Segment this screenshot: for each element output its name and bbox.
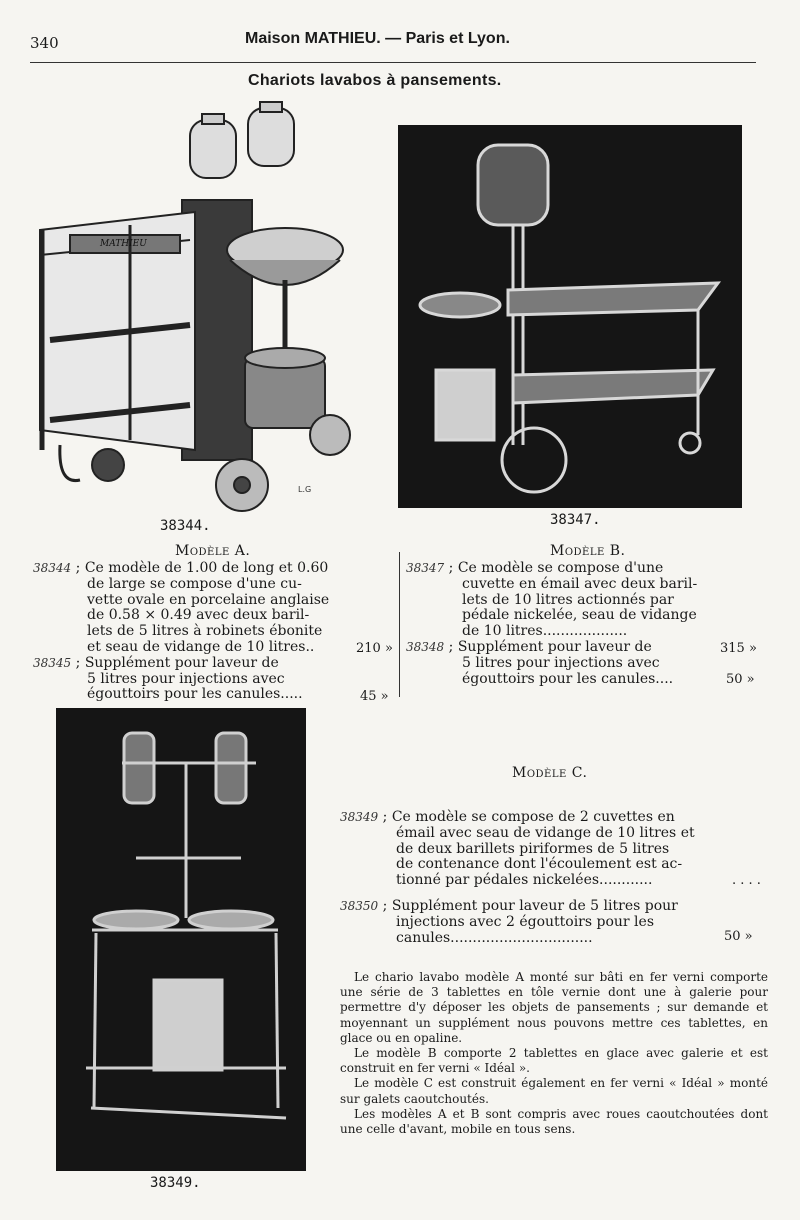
column-divider bbox=[399, 552, 400, 697]
figure-c-stand-drawing bbox=[56, 708, 306, 1171]
entry-line: 5 litres pour injections avec bbox=[87, 670, 285, 687]
notes-block bbox=[340, 970, 768, 1137]
price-38350: 50 » bbox=[724, 929, 753, 944]
entry-line: injections avec 2 égouttoirs pour les bbox=[396, 913, 655, 930]
price-38348: 50 » bbox=[726, 672, 755, 687]
entry-line: Supplément pour laveur de bbox=[457, 638, 652, 655]
entry-line: Ce modèle se compose d'une bbox=[457, 560, 664, 576]
entry-line: de large se compose d'une cu- bbox=[87, 575, 302, 592]
price-38344: 210 » bbox=[356, 641, 393, 656]
entry-line: de deux barillets piriformes de 5 litres bbox=[396, 840, 670, 857]
ref-number: 38345 bbox=[33, 655, 72, 670]
entry-line: lets de 10 litres actionnés par bbox=[462, 591, 674, 608]
entry-line: Supplément pour laveur de bbox=[84, 654, 279, 671]
page-number: 340 bbox=[30, 34, 59, 52]
entry-line: Supplément pour laveur de 5 litres pour bbox=[391, 897, 678, 914]
model-b-entries: 38347 ; Ce modèle se compose d'une cuvette en émail avec deux baril- lets de 10 litres actionnés par pédale nickelée, seau de vidange de 10 litres................... 38348 ; Supplément pour laveur de 5 litres pour injections avec égouttoirs pour les canules.... bbox=[406, 561, 716, 687]
entry-line: tionné par pédales nickelées............ bbox=[396, 872, 653, 889]
entry-line: de 0.58 × 0.49 avec deux baril- bbox=[87, 607, 310, 624]
model-b-heading: Modèle B. bbox=[550, 543, 626, 559]
model-a-entry-38344: 38344 ; Ce modèle de 1.00 de long et 0.60 de large se compose d'une cu- vette ovale en porcelaine anglaise de 0.58 × 0.49 avec deux baril- lets de 5 litres à robinets ébonite et seau de vidange de 10 litres.. 38345 ; Supplément pour laveur de 5 litres pour injections avec égouttoirs pour les canules..... bbox=[33, 561, 343, 703]
entry-line: 5 litres pour injections avec bbox=[462, 654, 660, 671]
price-38349: . . . . bbox=[732, 873, 761, 888]
ref-number: 38350 bbox=[340, 898, 379, 913]
entry-line: de contenance dont l'écoulement est ac- bbox=[396, 856, 683, 873]
note-paragraph: Le modèle B comporte 2 tablettes en glace avec galerie et est construit en fer verni « Idéal ». bbox=[340, 1046, 768, 1076]
ref-number: 38349 bbox=[340, 810, 379, 824]
ref-number: 38347 bbox=[406, 561, 445, 575]
entry-line: Ce modèle se compose de 2 cuvettes en bbox=[391, 809, 675, 825]
note-paragraph: Le modèle C est construit également en fer verni « Idéal » monté sur galets caoutchoutés. bbox=[340, 1076, 768, 1106]
entry-line: Ce modèle de 1.00 de long et 0.60 bbox=[84, 560, 329, 576]
entry-line: vette ovale en porcelaine anglaise bbox=[87, 591, 330, 608]
figure-b-photo bbox=[398, 125, 742, 508]
entry-line: canules................................ bbox=[396, 929, 593, 946]
running-head: Maison MATHIEU. — Paris et Lyon. bbox=[245, 30, 510, 47]
entry-line: pédale nickelée, seau de vidange bbox=[462, 607, 697, 624]
figure-a-maker-label: MATHIEU bbox=[100, 239, 147, 249]
figure-a-caption: 38344. bbox=[160, 518, 211, 534]
entry-line: de 10 litres................... bbox=[462, 623, 628, 640]
model-c-entries: 38349 ; Ce modèle se compose de 2 cuvettes en émail avec seau de vidange de 10 litres et de deux barillets piriformes de 5 litres de contenance dont l'écoulement est ac- tionné par pédales nickelées............ 38350 ; Supplément pour laveur de 5 litres pour injections avec 2 égouttoirs pour les canules................................ bbox=[340, 810, 720, 946]
figure-c-photo bbox=[56, 708, 306, 1171]
entry-line: égouttoirs pour les canules.... bbox=[462, 670, 674, 687]
figure-a-signature: L.G bbox=[298, 485, 312, 494]
model-a-heading: Modèle A. bbox=[175, 543, 251, 559]
page-title: Chariots lavabos à pansements. bbox=[248, 72, 502, 89]
ref-number: 38348 bbox=[406, 639, 445, 654]
figure-c-caption: 38349. bbox=[150, 1175, 201, 1191]
model-c-heading: Modèle C. bbox=[512, 765, 588, 781]
figure-a-illustration bbox=[30, 100, 370, 520]
entry-line: égouttoirs pour les canules..... bbox=[87, 686, 303, 703]
note-paragraph: Le chario lavabo modèle A monté sur bâti en fer verni comporte une série de 3 tablettes en tôle vernie dont une à galerie pour permettre d'y déposer les objets de pansements ; sur demande et moyennant un supplément nous pouvons mettre ces tablettes, en glace ou en opaline. bbox=[340, 970, 768, 1045]
figure-b-caption: 38347. bbox=[550, 512, 601, 528]
entry-line: lets de 5 litres à robinets ébonite bbox=[87, 623, 323, 640]
entry-line: cuvette en émail avec deux baril- bbox=[462, 575, 698, 592]
entry-line: émail avec seau de vidange de 10 litres et bbox=[396, 824, 695, 841]
price-38345: 45 » bbox=[360, 689, 389, 704]
entry-line: et seau de vidange de 10 litres.. bbox=[87, 638, 315, 655]
note-paragraph: Les modèles A et B sont compris avec roues caoutchoutées dont une celle d'avant, mobile en tous sens. bbox=[340, 1106, 768, 1137]
figure-b-cart-drawing bbox=[398, 125, 742, 508]
price-38347: 315 » bbox=[720, 641, 757, 656]
header-rule bbox=[30, 62, 756, 63]
ref-number: 38344 bbox=[33, 561, 72, 575]
